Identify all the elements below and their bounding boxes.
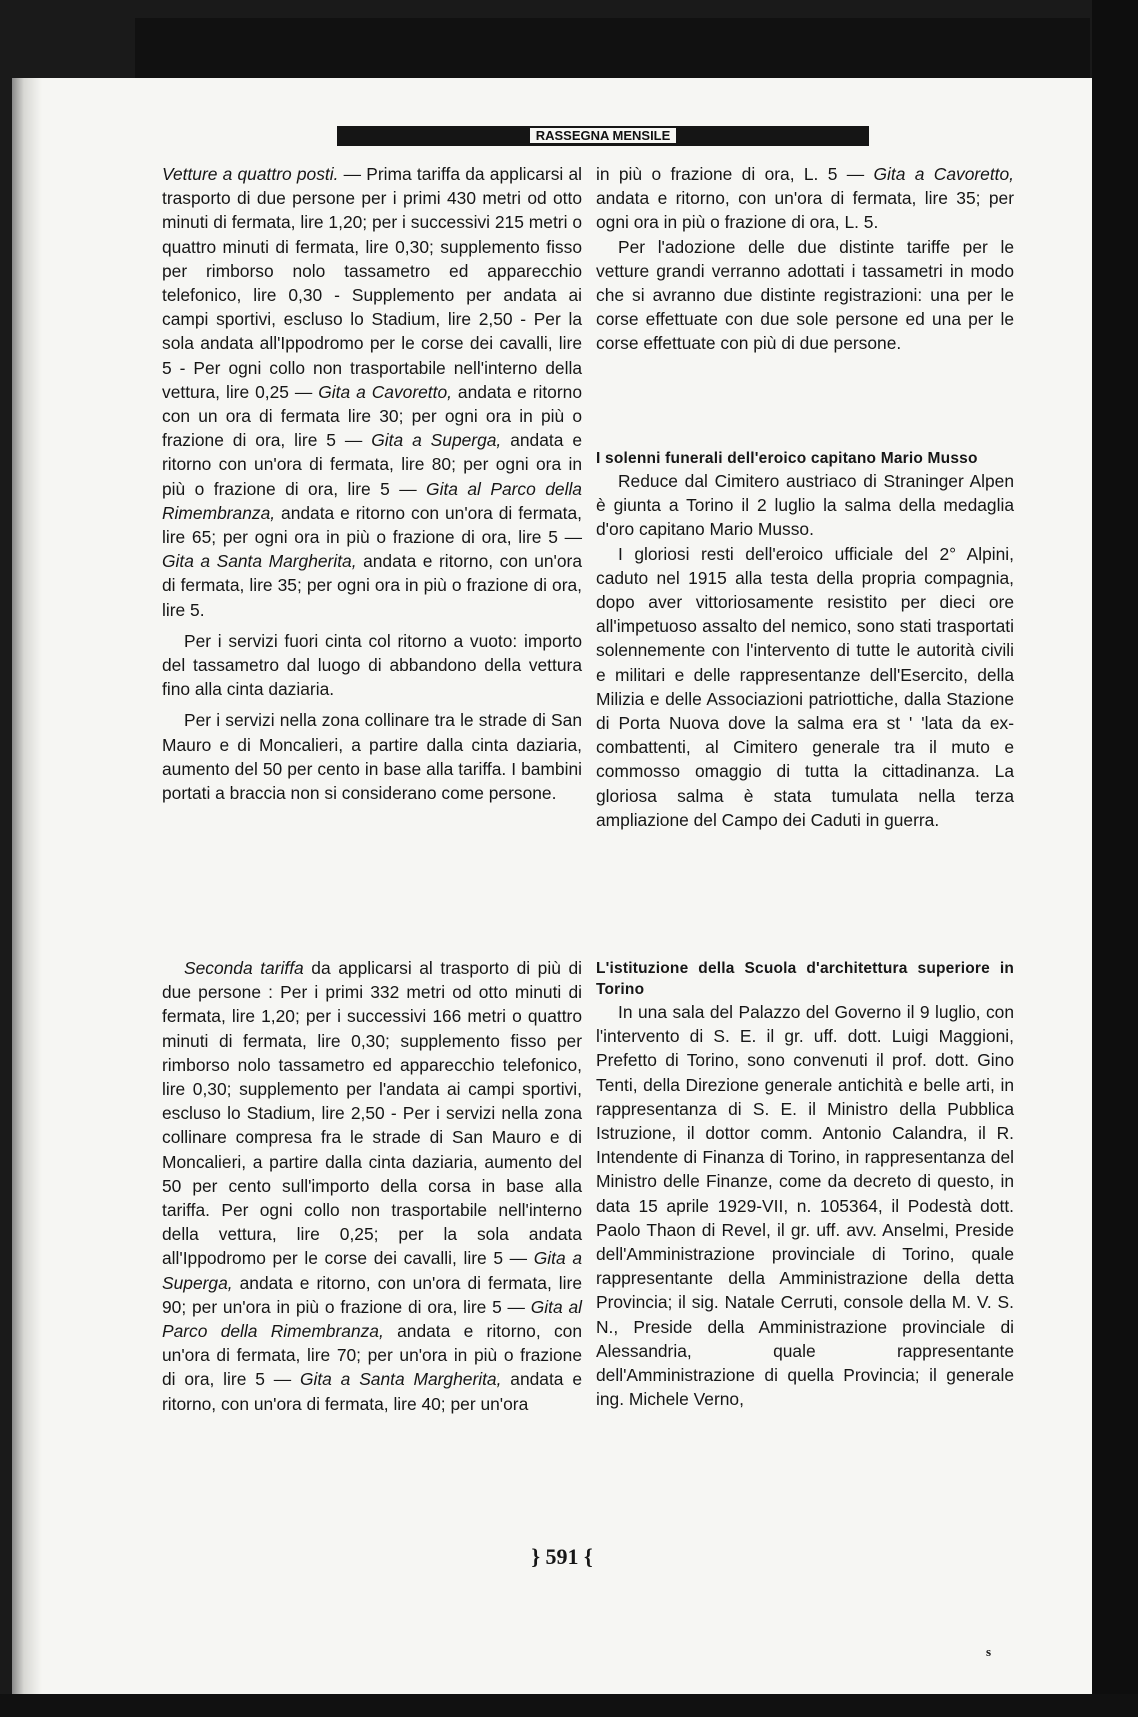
scan-border-right xyxy=(1092,0,1138,1717)
right-column-block-funerali xyxy=(596,448,1014,832)
text-run: in più o frazione di ora, L. 5 — xyxy=(596,164,874,184)
text-run: andata e ritorno con un ora di fermata lire 30; per ogni ora in più o frazione di ora, lire 5 — xyxy=(162,381,582,451)
text-run: andata e ritorno, con un'ora di fermata, lire 90; per un'ora in più o frazione di ora, lire 5 — xyxy=(162,1272,582,1317)
italic-run: Gita a Superga, xyxy=(162,1248,582,1293)
paragraph-servizi-fuori-cinta: Per i servizi fuori cinta col ritorno a vuoto: importo del tassametro dal luogo di abbandono della vettura fino alla cinta daziaria. xyxy=(162,630,582,700)
running-head xyxy=(337,126,869,146)
text-run: andata e ritorno con un'ora di fermata, lire 80; per ogni ora in più o frazione di ora, lire 5 — xyxy=(162,430,582,499)
running-head-label: RASSEGNA MENSILE xyxy=(530,128,677,143)
italic-run: Gita a Superga, xyxy=(371,430,502,451)
paragraph-vetture-quattro-posti xyxy=(162,162,582,622)
page-number: } 591 { xyxy=(531,1544,593,1569)
paragraph-reduce-cimitero: Reduce dal Cimitero austriaco di Straninger Alpen è giunta a Torino il 2 luglio la salma della medaglia d'oro capitano Mario Musso. xyxy=(596,471,1014,540)
left-column-block-seconda-tariffa xyxy=(162,956,582,1416)
left-column-block-tariffa-1 xyxy=(162,162,582,805)
right-column-block-scuola-architettura xyxy=(596,958,1014,1411)
paragraph-sala-palazzo-governo: In una sala del Palazzo del Governo il 9 luglio, con l'intervento di S. E. il gr. uff. dott. Luigi Maggioni, Prefetto di Torino, sono convenuti il prof. dott. Gino Tenti, della Direzione generale antichità e belle arti, in rappresentanza di S. E. il Ministro della Pubblica Istruzione, il dottor comm. Antonio Calandra, il R. Intendente di Finanza di Torino, in rappresentanza del Ministro delle Finanze, come da decreto di questo, in data 15 aprile 1929-VII, n. 105364, il Podestà dott. Paolo Thaon di Revel, il gr. uff. avv. Anselmi, Preside dell'Amministrazione provinciale di Torino, quale rappresentante della Amministrazione della detta Provincia; il sig. Natale Cerruti, console della M. V. S. N., Preside della Amministrazione provinciale di Alessandria, quale rappresentante dell'Amministrazione di quella Provincia; il generale ing. Michele Verno, xyxy=(596,1002,1014,1410)
text-run: andata e ritorno con un'ora di fermata, lire 65; per ogni ora in più o frazione di ora, lire 5 — xyxy=(162,502,582,548)
paragraph-adozione-tariffe: Per l'adozione delle due distinte tariffe per le vetture grandi verranno adottati i tassametri in modo che si avranno due distinte registrazioni: una per le corse effettuate con due sole persone ed una per le corse effettuate con più di due persone. xyxy=(596,236,1014,354)
italic-run: Gita a Cavoretto, xyxy=(873,164,1014,184)
page-fold-shadow xyxy=(12,78,42,1694)
signature-mark: s xyxy=(986,1644,992,1659)
document-page xyxy=(12,78,1092,1694)
italic-run: Gita al Parco della Rimembranza, xyxy=(162,478,582,523)
paragraph-cavoretto-cont xyxy=(596,162,1014,235)
paragraph-seconda-tariffa xyxy=(162,956,582,1416)
paragraph-zona-collinare: Per i servizi nella zona collinare tra le strade di San Mauro e di Moncalieri, a partire dalla cinta daziaria, aumento del 50 per cento in base alla tariffa. I bambini portati a braccia non si considerano come persone. xyxy=(162,710,582,804)
text-run: — Prima tariffa da applicarsi al trasporto di due persone per i primi 430 metri od otto minuti di fermata, lire 1,20; per i successivi 215 metri o quattro minuti di fermata, lire 0,30; supplemento fisso per rimborso nolo tassametro ed apparecchio telefonico, lire 0,30 - Supplemento per andata ai campi sportivi, escluso lo Stadium, lire 2,50 - Per la sola andata all'Ippodromo per le corse dei cavalli, lire 5 - Per ogni collo non trasportabile nell'interno della vettura, lire 0,25 — xyxy=(162,164,582,402)
text-run: andata e ritorno, con un'ora di fermata, lire 35; per ogni ora in più o frazione di ora, lire 5. xyxy=(162,551,582,620)
paragraph-gloriosi-resti: I gloriosi resti dell'eroico ufficiale del 2° Alpini, caduto nel 1915 alla testa della propria compagnia, dopo aver vittoriosamente resistito per dieci ore all'impetuoso assalto del nemico, sono stati trasportati solennemente con l'intervento di tutte le autorità civili e militari e delle rappresentanze dell'Esercito, della Milizia e delle Associazioni patriottiche, dalla Stazione di Porta Nuova dove la salma era st ' 'lata da ex-combattenti, al Cimitero generale tra il muto e commosso omaggio di tutta la cittadinanza. La gloriosa salma è stata tumulata nella terza ampliazione del Campo dei Caduti in guerra. xyxy=(596,543,1014,830)
right-column-block-tariffa-cont xyxy=(596,162,1014,356)
text-run: andata e ritorno, con un'ora di fermata, lire 40; per un'ora xyxy=(162,1369,582,1414)
italic-run: Gita a Santa Margherita, xyxy=(162,551,357,572)
text-run: andata e ritorno, con un'ora di fermata, lire 70; per un'ora in più o frazione di ora, lire 5 — xyxy=(162,1321,582,1390)
italic-run: Gita al Parco della Rimembranza, xyxy=(162,1296,582,1342)
italic-run: Gita a Cavoretto, xyxy=(318,381,452,402)
italic-run: Gita a Santa Margherita, xyxy=(299,1369,502,1390)
scan-border-bottom xyxy=(0,1694,1138,1717)
section-heading-funerali: I solenni funerali dell'eroico capitano Mario Musso xyxy=(596,450,978,467)
italic-run: Seconda tariffa xyxy=(184,958,304,978)
section-heading-scuola-architettura: L'istituzione della Scuola d'architettura superiore in Torino xyxy=(596,960,1014,998)
scan-border-top xyxy=(135,18,1090,80)
text-run: andata e ritorno, con un'ora di fermata, lire 35; per ogni ora in più o frazione di ora, L. 5. xyxy=(596,188,1014,233)
text-run: da applicarsi al trasporto di più di due persone : Per i primi 332 metri od otto minuti di fermata, lire 1,20; per i successivi 166 metri o quattro minuti di fermata, lire 0,30; supplemento fisso per rimborso nolo tassametro ed apparecchio telefonico, lire 0,30; supplemento per l'andata ai campi sportivi, escluso lo Stadium, lire 2,50 - Per i servizi nella zona collinare compresa fra le strade di San Mauro e di Moncalieri, a partire dalla cinta daziaria, aumento del 50 per cento sull'importo della corsa in base alla tariffa. Per ogni collo non trasportabile nell'interno della vettura, lire 0,25; per la sola andata all'Ippodromo per le corse dei cavalli, lire 5 — xyxy=(162,958,582,1269)
italic-run: Vetture a quattro posti. xyxy=(162,164,339,184)
